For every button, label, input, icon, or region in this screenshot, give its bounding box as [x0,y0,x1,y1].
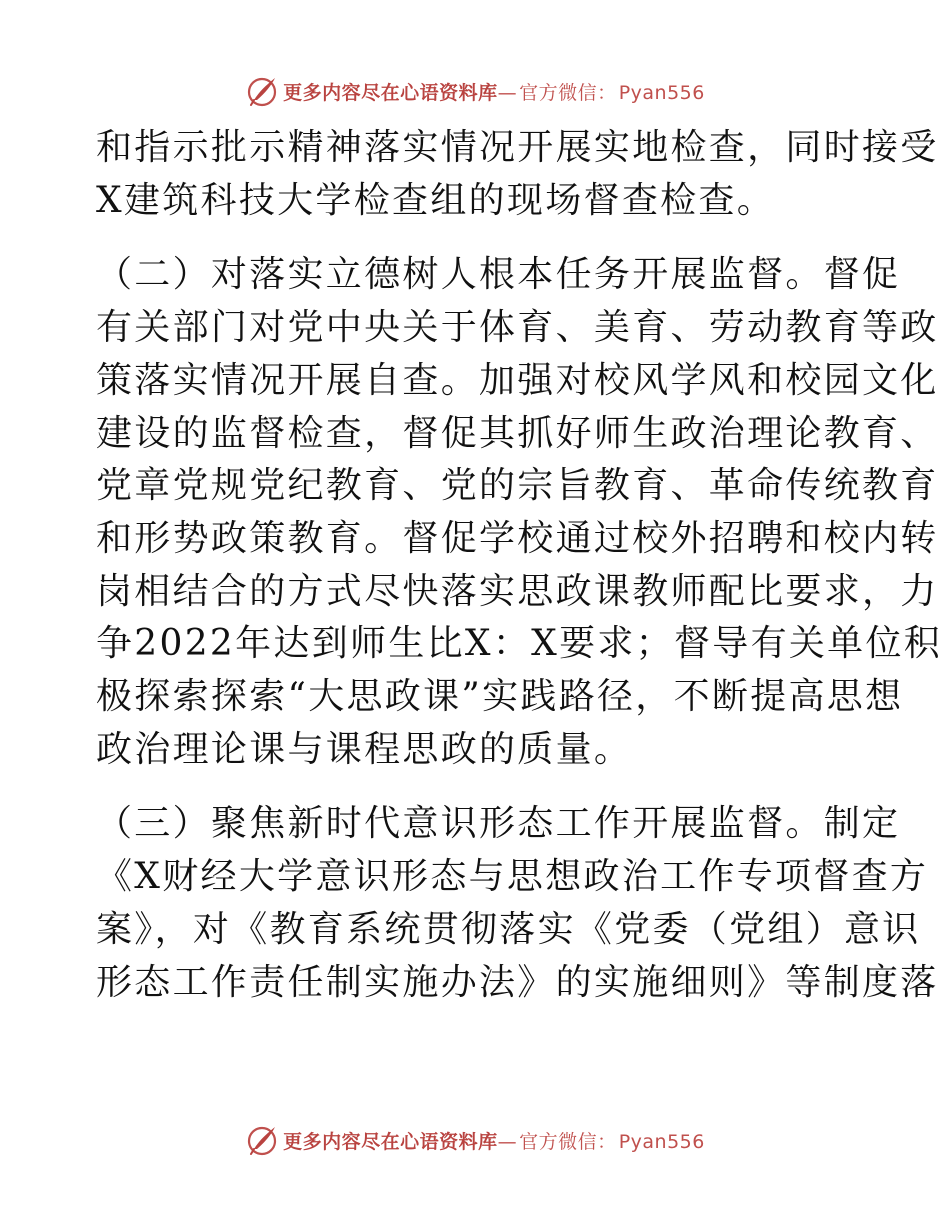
text-line: 党章党规党纪教育、党的宗旨教育、革命传统教育 [96,465,939,507]
footer-separator: — [497,1130,518,1153]
text-line: 案》，对《教育系统贯彻落实《党委（党组）意识 [96,908,921,950]
text-line: 岗相结合的方式尽快落实思政课教师配比要求，力 [96,570,939,612]
header-brand: 更多内容尽在心语资料库 [283,81,498,104]
paragraph-2 [96,249,943,776]
header-banner [0,71,950,111]
text-line: （三）聚焦新时代意识形态工作开展监督。制定 [96,803,901,845]
text-line: 争2022年达到师生比X：X要求；督导有关单位积 [96,623,943,665]
text-line: 策落实情况开展自查。加强对校风学风和校园文化 [96,359,939,401]
footer-brand: 更多内容尽在心语资料库 [283,1130,498,1153]
text-line: 建设的监督检查，督促其抓好师生政治理论教育、 [96,412,939,454]
text-line: （二）对落实立德树人根本任务开展监督。督促 [96,254,901,296]
header-separator: — [497,81,518,104]
footer-banner [0,1120,950,1160]
text-line: X建筑科技大学检查组的现场督查检查。 [96,179,776,221]
footer-account-label: 官方微信： [519,1130,617,1153]
text-line: 极探索探索“大思政课”实践路径，不断提高思想 [96,676,904,718]
footer-account-id: Pyan556 [618,1130,705,1153]
document-body [96,122,943,1009]
text-line: 《X财经大学意识形态与思想政治工作专项督查方 [96,856,929,898]
header-account-id: Pyan556 [618,81,705,104]
paragraph-1 [96,122,939,227]
text-line: 形态工作责任制实施办法》的实施细则》等制度落 [96,961,939,1003]
quill-pen-logo-icon [245,1123,279,1157]
header-banner-text [283,78,705,105]
paragraph-3 [96,798,939,1009]
text-line: 和形势政策教育。督促学校通过校外招聘和校内转 [96,517,939,559]
quill-pen-logo-icon [245,74,279,108]
text-line: 和指示批示精神落实情况开展实地检查，同时接受 [96,127,939,168]
footer-banner-text [283,1127,705,1154]
text-line: 政治理论课与课程思政的质量。 [96,728,633,770]
header-account-label: 官方微信： [519,81,617,104]
text-line: 有关部门对党中央关于体育、美育、劳动教育等政 [96,307,939,349]
